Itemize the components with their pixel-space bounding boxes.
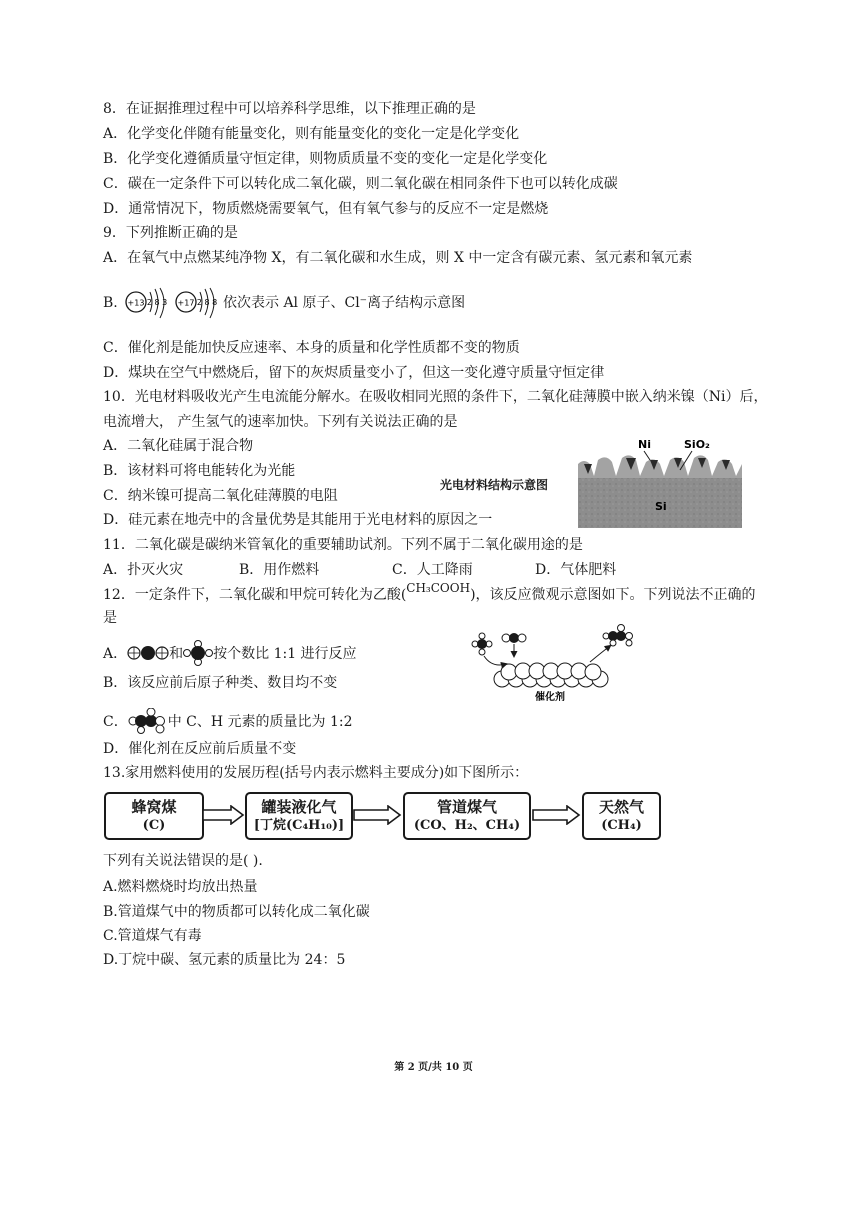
q8-option-a: A．化学变化伴随有能量变化，则有能量变化的变化一定是化学变化 — [103, 126, 520, 142]
q13-option-c: C.管道煤气有毒 — [103, 928, 202, 944]
ni-label: Ni — [638, 438, 651, 451]
q11-option-c: C．人工降雨 — [392, 562, 473, 578]
catalyst-label: 催化剂 — [535, 692, 565, 703]
q11-option-d: D．气体肥料 — [535, 562, 617, 578]
q12-stem-post: )，该反应微观示意图如下。下列说法不正确的 — [470, 587, 756, 603]
q9-option-b-label: B. — [103, 295, 118, 311]
q9-stem: 9．下列推断正确的是 — [103, 225, 238, 241]
al-shell-electrons: 2 8 3 — [146, 298, 168, 307]
q12-stem-line2: 是 — [103, 610, 117, 626]
q13-option-d: D.丁烷中碳、氢元素的质量比为 24：5 — [103, 952, 346, 968]
q10-figure-caption: 光电材料结构示意图 — [440, 478, 549, 492]
q12-option-b: B．该反应前后原子种类、数目均不变 — [103, 675, 338, 691]
q12-stem-pre: 12．一定条件下，二氧化碳和甲烷可转化为乙酸( — [103, 587, 407, 603]
flow-box-honeycomb-coal — [104, 792, 204, 840]
q9-option-d: D．煤块在空气中燃烧后，留下的灰烬质量变小了，但这一变化遵守质量守恒定律 — [103, 365, 605, 381]
flow-box-component: (CH₄) — [601, 818, 642, 833]
atom-structure-diagrams — [123, 286, 223, 326]
flow-box-name: 管道煤气 — [436, 798, 497, 816]
photoelectric-material-figure — [578, 434, 742, 528]
acetic-acid-product-icon — [603, 625, 633, 647]
q10-option-c: C．纳米镍可提高二氧化硅薄膜的电阻 — [103, 488, 338, 504]
co2-reactant-icon — [502, 633, 526, 643]
flow-box-name: 罐装液化气 — [261, 798, 337, 816]
page-footer: 第 2 页/共 10 页 — [394, 1062, 473, 1073]
flow-box-natural-gas — [582, 792, 661, 840]
reaction-micro-diagram — [470, 622, 650, 712]
q11-stem: 11．二氧化碳是碳纳米管氧化的重要辅助试剂。下列不属于二氧化碳用途的是 — [103, 537, 583, 553]
al-nucleus-label: +13 — [127, 298, 145, 308]
flow-box-component: (C) — [142, 818, 166, 833]
acetic-acid-molecule-icon — [128, 708, 168, 734]
co2-molecule-icon — [127, 645, 169, 661]
q12-formula: CH₃COOH — [406, 581, 471, 595]
q10-stem-line2: 电流增大， 产生氢气的速率加快。下列有关说法正确的是 — [103, 414, 458, 430]
q8-option-c: C．碳在一定条件下可以转化成二氧化碳，则二氧化碳在相同条件下也可以转化成碳 — [103, 176, 618, 192]
methane-reactant-icon — [472, 633, 492, 655]
q8-stem: 8．在证据推理过程中可以培养科学思维，以下推理正确的是 — [103, 101, 476, 117]
q10-stem-line1: 10．光电材料吸收光产生电流能分解水。在吸收相同光照的条件下，二氧化硅薄膜中嵌入纳米镍（Ni）后， — [103, 389, 768, 405]
al-atom-diagram — [126, 288, 167, 318]
q10-option-a: A．二氧化硅属于混合物 — [103, 438, 254, 454]
q12-option-c-text: 中 C、H 元素的质量比为 1:2 — [167, 714, 353, 730]
cl-ion-diagram — [176, 288, 217, 318]
q11-option-b: B．用作燃料 — [239, 562, 320, 578]
si-label: Si — [655, 500, 667, 513]
cl-shell-electrons: 2 8 8 — [196, 298, 218, 307]
q12-option-a-text: 按个数比 1:1 进行反应 — [213, 646, 357, 662]
q8-option-d: D．通常情况下，物质燃烧需要氧气，但有氧气参与的反应不一定是燃烧 — [103, 201, 549, 217]
q9-option-a: A．在氧气中点燃某纯净物 X，有二氧化碳和水生成，则 X 中一定含有碳元素、氢元素和氧元素 — [103, 250, 693, 266]
q12-option-d: D．催化剂在反应前后质量不变 — [103, 741, 297, 757]
q12-stem-line1 — [103, 581, 756, 604]
catalyst-surface — [494, 663, 608, 687]
flow-arrow-icon — [352, 805, 402, 825]
flow-box-component: [丁烷(C₄H₁₀)] — [253, 818, 345, 833]
flow-box-component: (CO、H₂、CH₄) — [413, 818, 521, 833]
q12-option-a-and: 和 — [169, 646, 184, 662]
q8-option-b: B．化学变化遵循质量守恒定律，则物质质量不变的变化一定是化学变化 — [103, 151, 548, 167]
flow-box-name: 天然气 — [598, 798, 644, 816]
q12-option-a — [103, 640, 357, 666]
q12-option-c — [103, 708, 353, 734]
q11-option-a: A．扑灭火灾 — [103, 562, 184, 578]
flow-arrow-icon — [201, 805, 245, 825]
flow-box-name: 蜂窝煤 — [131, 798, 177, 816]
q13-option-b: B.管道煤气中的物质都可以转化成二氧化碳 — [103, 904, 370, 920]
flow-box-pipeline-gas — [403, 792, 531, 840]
q13-option-a: A.燃料燃烧时均放出热量 — [103, 879, 258, 895]
flow-arrow-icon — [531, 805, 581, 825]
flow-box-bottled-lpg — [245, 792, 353, 840]
q10-option-b: B．该材料可将电能转化为光能 — [103, 463, 296, 479]
sio2-label: SiO₂ — [684, 438, 710, 451]
q13-question: 下列有关说法错误的是( ). — [103, 853, 263, 869]
q9-option-b-text: 依次表示 Al 原子、Cl⁻离子结构示意图 — [223, 295, 466, 311]
q9-option-c: C．催化剂是能加快反应速率、本身的质量和化学性质都不变的物质 — [103, 340, 520, 356]
q13-stem: 13.家用燃料使用的发展历程(括号内表示燃料主要成分)如下图所示： — [103, 765, 529, 781]
q10-option-d: D．硅元素在地壳中的含量优势是其能用于光电材料的原因之一 — [103, 512, 493, 528]
cl-nucleus-label: +17 — [177, 298, 195, 308]
methane-molecule-icon — [183, 640, 213, 666]
q12-option-c-label: C． — [103, 714, 128, 730]
q12-option-a-label: A． — [103, 646, 128, 662]
